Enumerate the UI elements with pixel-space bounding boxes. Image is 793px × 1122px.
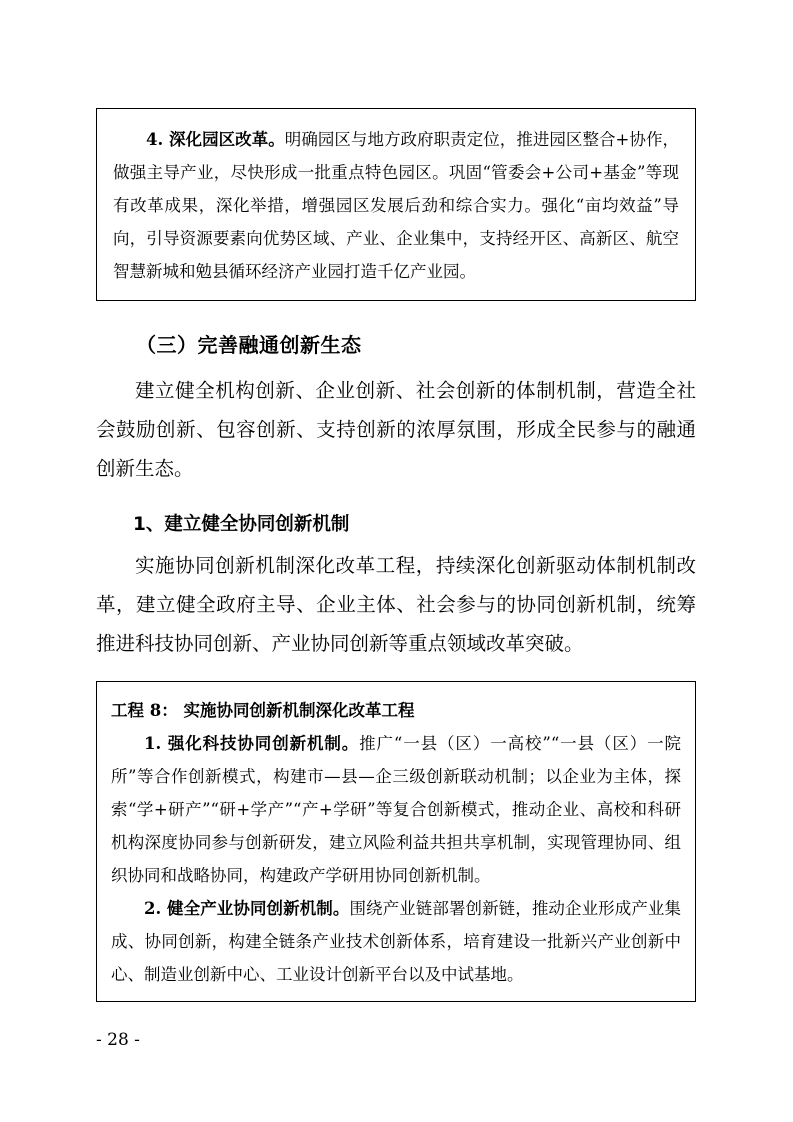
program-item (111, 727, 681, 892)
spacer (96, 663, 696, 681)
program-item-lead: 2. 健全产业协同创新机制。 (144, 899, 350, 918)
box1-paragraph-rest: 明确园区与地方政府职责定位，推进园区整合+协作，做强主导产业，尽快形成一批重点特色园区。巩固“管委会+公司+基金”等现有改革成果，深化举措，增强园区发展后劲和综合实力。强化“亩均效益”导向，引导资源要素向优势区域、产业、企业集中，支持经开区、高新区、航空智慧新城和勉县循环经济产业园打造千亿产业园。 (113, 130, 679, 281)
program-item-lead: 1. 强化科技协同创新机制。 (144, 734, 360, 753)
subsection-paragraph: 实施协同创新机制深化改革工程，持续深化创新驱动体制机制改革，建立健全政府主导、企业主体、社会参与的协同创新机制，统筹推进科技协同创新、产业协同创新等重点领域改革突破。 (96, 554, 696, 655)
program-item-rest: 推广“一县（区）一高校”“一县（区）一院所”等合作创新模式，构建市—县—企三级创新联动机制；以企业为主体，探索“学+研产”“研+学产”“产+学研”等复合创新模式，推动企业、高校和科研机构深度协同参与创新研发，建立风险利益共担共享机制，实现管理协同、组织协同和战略协同，构建政产学研用协同创新机制。 (111, 734, 681, 885)
program-box-reform (96, 108, 696, 301)
program-box-project8 (96, 681, 696, 1002)
box1-paragraph (113, 123, 679, 288)
section-heading: （三）完善融通创新生态 (136, 333, 362, 357)
page-number: - 28 - (96, 1030, 140, 1050)
program-item (111, 892, 681, 991)
program-box-title: 工程 8： 实施协同创新机制深化改革工程 (111, 701, 415, 720)
program-item-rest: 围绕产业链部署创新链，推动企业形成产业集成、协同创新，构建全链条产业技术创新体系，培育建设一批新兴产业创新中心、制造业创新中心、工业设计创新平台以及中试基地。 (111, 899, 681, 984)
box1-paragraph-lead: 4. 深化园区改革。 (146, 130, 285, 149)
page-content (96, 108, 696, 1002)
section-paragraph: 建立健全机构创新、企业创新、社会创新的体制机制，营造全社会鼓励创新、包容创新、支持创新的浓厚氛围，形成全民参与的融通创新生态。 (96, 379, 696, 480)
subsection-heading: 1、建立健全协同创新机制 (133, 514, 350, 535)
